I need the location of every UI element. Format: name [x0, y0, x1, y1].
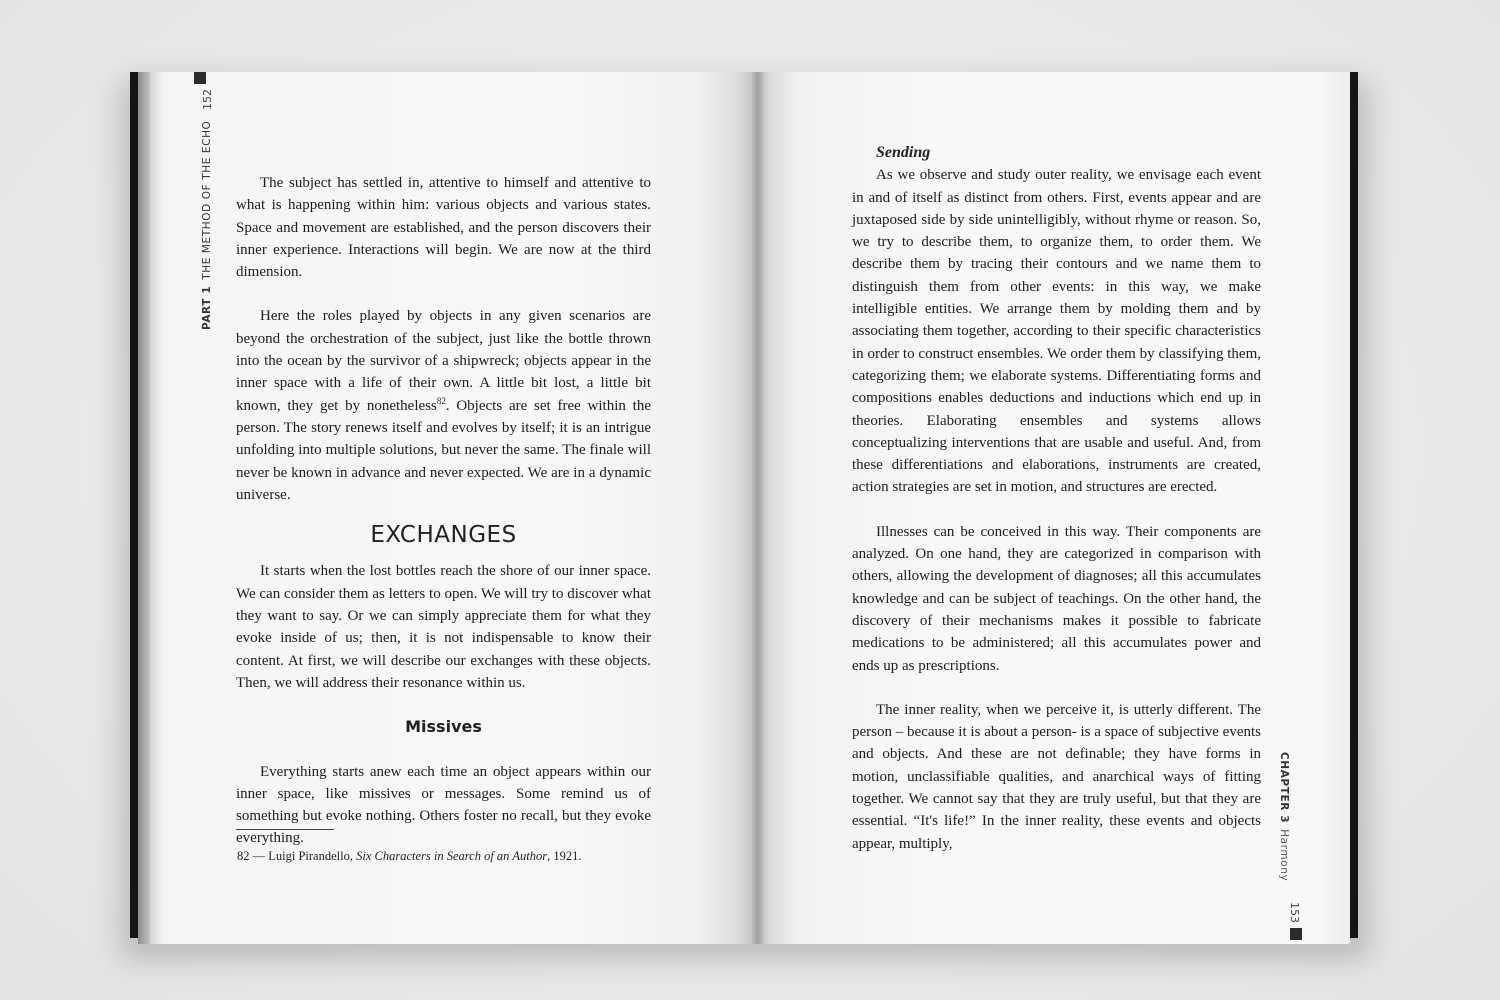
left-page-edge	[138, 72, 150, 944]
paragraph-illnesses: Illnesses can be conceived in this way. Their components are analyzed. On one hand, they are categorized in comparison with others, allowing the development of diagnoses; all this accumulates knowledge and can be subject of teachings. On the other hand, the discovery of their mechanisms makes it possible to fabricate medications to be administered; all this accumulates power and ends up as prescriptions.	[852, 523, 1261, 674]
paragraph-exchanges: It starts when the lost bottles reach the shore of our inner space. We can consider them as letters to open. We will try to discover what they want to say. Or we can simply appreciate them for what they evoke inside of us; then, it is not indispensable to know their content. At first, we will describe our exchanges with these objects. Then, we will address their resonance within us.	[236, 563, 651, 691]
heading-exchanges: EXCHANGES	[370, 522, 517, 549]
running-head-part: PART 1	[201, 285, 213, 330]
left-page-marker	[194, 72, 206, 84]
book-gutter	[752, 72, 764, 944]
paragraph-inner-reality: The inner reality, when we perceive it, is utterly different. The person – because it is about a person- is a space of subjective events and objects. And these are not definable; they have forms in motion, unclassifiable qualities, and anarchical ways of fitting together. We cannot say that they are truly useful, but that they are essential. “It's life!” In the inner reality, these events and objects appear, multiply,	[852, 701, 1261, 852]
footnote-year: , 1921.	[547, 849, 582, 863]
heading-sending: Sending	[876, 144, 931, 161]
left-text-column	[236, 172, 651, 850]
paragraph-missives: Everything starts anew each time an object appears within our inner space, like missives or messages. Some remind us of something but evoke nothing. Others foster no recall, but they evoke everything.	[236, 763, 651, 847]
left-running-head	[201, 121, 213, 330]
paragraph-subject: The subject has settled in, attentive to himself and attentive to what is happening within him: various objects and various states. Space and movement are established, and the person discovers their inner experience. Interactions will begin. We are now at the third dimension.	[236, 175, 651, 281]
running-head-title: THE METHOD OF THE ECHO	[201, 120, 213, 280]
footnote-dash: —	[252, 849, 266, 863]
footnote	[237, 849, 581, 864]
running-head-chapter: CHAPTER 3	[1278, 752, 1290, 824]
footnote-number: 82	[237, 849, 250, 863]
heading-missives: Missives	[405, 717, 482, 737]
left-page-number: 152	[201, 89, 214, 110]
paragraph-roles	[236, 305, 651, 506]
footnote-title: Six Characters in Search of an Author	[356, 849, 548, 863]
right-page-marker	[1290, 928, 1302, 940]
right-page-number: 153	[1288, 902, 1301, 923]
paragraph-roles-text: Here the roles played by objects in any given scenarios are beyond the orchestration of the subject, just like the bottle thrown into the ocean by the survivor of a shipwreck; objects appear in the inner space with a life of their own. A little bit lost, a little bit known, they get by nonetheless	[236, 308, 651, 414]
right-text-column	[852, 142, 1261, 855]
running-head-chapter-title: Harmony	[1278, 829, 1290, 882]
right-running-head	[1278, 752, 1290, 881]
paragraph-roles-cont: . Objects are set free within the person. The story renews itself and evolves by itself; it is an intrigue unfolding into multiple solutions, but never the same. The finale will never be known in advance and never expected. We are in a dynamic universe.	[236, 397, 651, 503]
footnote-rule	[236, 829, 334, 830]
footnote-reference[interactable]: 82	[436, 395, 446, 406]
footnote-author: Luigi Pirandello,	[268, 849, 353, 863]
paragraph-sending: As we observe and study outer reality, we envisage each event in and of itself as distinct from others. First, events appear and are juxtaposed side by side unintelligibly, without rhyme or reason. So, we try to describe them, to organize them, to order them. We describe them by tracing their contours and we name them to distinguish them from other events: in this way, we make intelligible entities. We arrange them by molding them and by associating them together, according to their specific characteristics in order to construct ensembles. We order them by classifying them, categorizing them; we elaborate systems. Differentiating forms and compositions enables deductions and inductions which end up in theories. Elaborating ensembles and systems allows conceptualizing interventions that are usable and useful. And, from these differentiations and elaborations, instruments are created, action strategies are set in motion, and structures are erected.	[852, 167, 1261, 496]
